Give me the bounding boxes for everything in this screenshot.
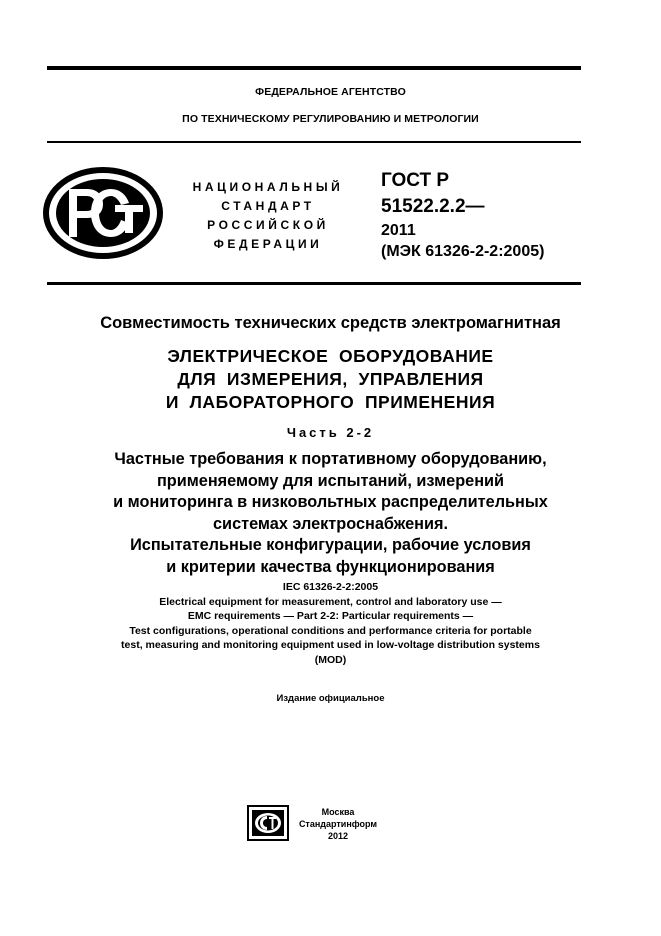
rst-logo-icon [43, 167, 163, 259]
english-line-6: (MOD) [314, 653, 347, 666]
subtitle-line-4: системах электроснабжения. [213, 514, 448, 533]
subtitle-line-6: и критерии качества функционирования [166, 557, 495, 576]
top-rule [47, 66, 581, 70]
english-line-1: IEC 61326-2-2:2005 [282, 581, 379, 593]
subtitle [0, 449, 661, 578]
standard-line: СТАНДАРТ [221, 199, 315, 213]
national-line: НАЦИОНАЛЬНЫЙ [192, 180, 344, 194]
agency-line-1: ФЕДЕРАЛЬНОЕ АГЕНТСТВО [255, 86, 406, 98]
section-line-3: И ЛАБОРАТОРНОГО ПРИМЕНЕНИЯ [165, 392, 496, 412]
agency-line-2: ПО ТЕХНИЧЕСКОМУ РЕГУЛИРОВАНИЮ И МЕТРОЛОГИИ [182, 113, 479, 125]
section-title [0, 345, 661, 414]
part-label: Часть 2-2 [286, 425, 375, 440]
english-line-3: EMC requirements — Part 2-2: Particular requirements — [187, 610, 474, 622]
header-rule [47, 141, 581, 143]
standartinform-logo-icon [247, 805, 289, 841]
english-title [0, 580, 661, 667]
subtitle-line-1: Частные требования к портативному оборудованию, [114, 450, 547, 468]
gost-line-2: 51522.2.2— [381, 196, 485, 217]
section-line-1: ЭЛЕКТРИЧЕСКОЕ ОБОРУДОВАНИЕ [167, 346, 494, 366]
national-standard-block [178, 178, 358, 254]
subtitle-line-2: применяемому для испытаний, измерений [156, 471, 505, 490]
gost-year: 2011 [381, 222, 416, 239]
english-line-5: test, measuring and monitoring equipment used in low-voltage distribution systems [121, 639, 540, 651]
main-title: Совместимость технических средств электромагнитная [100, 314, 561, 332]
edition-label: Издание официальное [276, 693, 385, 704]
gost-iec: (МЭК 61326-2-2:2005) [381, 243, 545, 260]
subtitle-line-5: Испытательные конфигурации, рабочие условия [130, 536, 531, 554]
mid-rule [47, 282, 581, 285]
footer-year: 2012 [327, 831, 349, 841]
footer-block [290, 806, 386, 842]
footer-publisher: Стандартинформ [298, 819, 378, 829]
section-line-2: ДЛЯ ИЗМЕРЕНИЯ, УПРАВЛЕНИЯ [177, 369, 484, 389]
gost-line-1: ГОСТ Р [381, 170, 450, 191]
english-line-2: Electrical equipment for measurement, control and laboratory use — [159, 595, 502, 608]
footer-city: Москва [321, 807, 355, 817]
federation-line: ФЕДЕРАЦИИ [213, 237, 323, 251]
subtitle-line-3: и мониторинга в низковольтных распределительных [113, 493, 548, 511]
russian-line: РОССИЙСКОЙ [207, 218, 329, 232]
english-line-4: Test configurations, operational conditions and performance criteria for portable [129, 624, 532, 637]
gost-designation [381, 168, 611, 263]
